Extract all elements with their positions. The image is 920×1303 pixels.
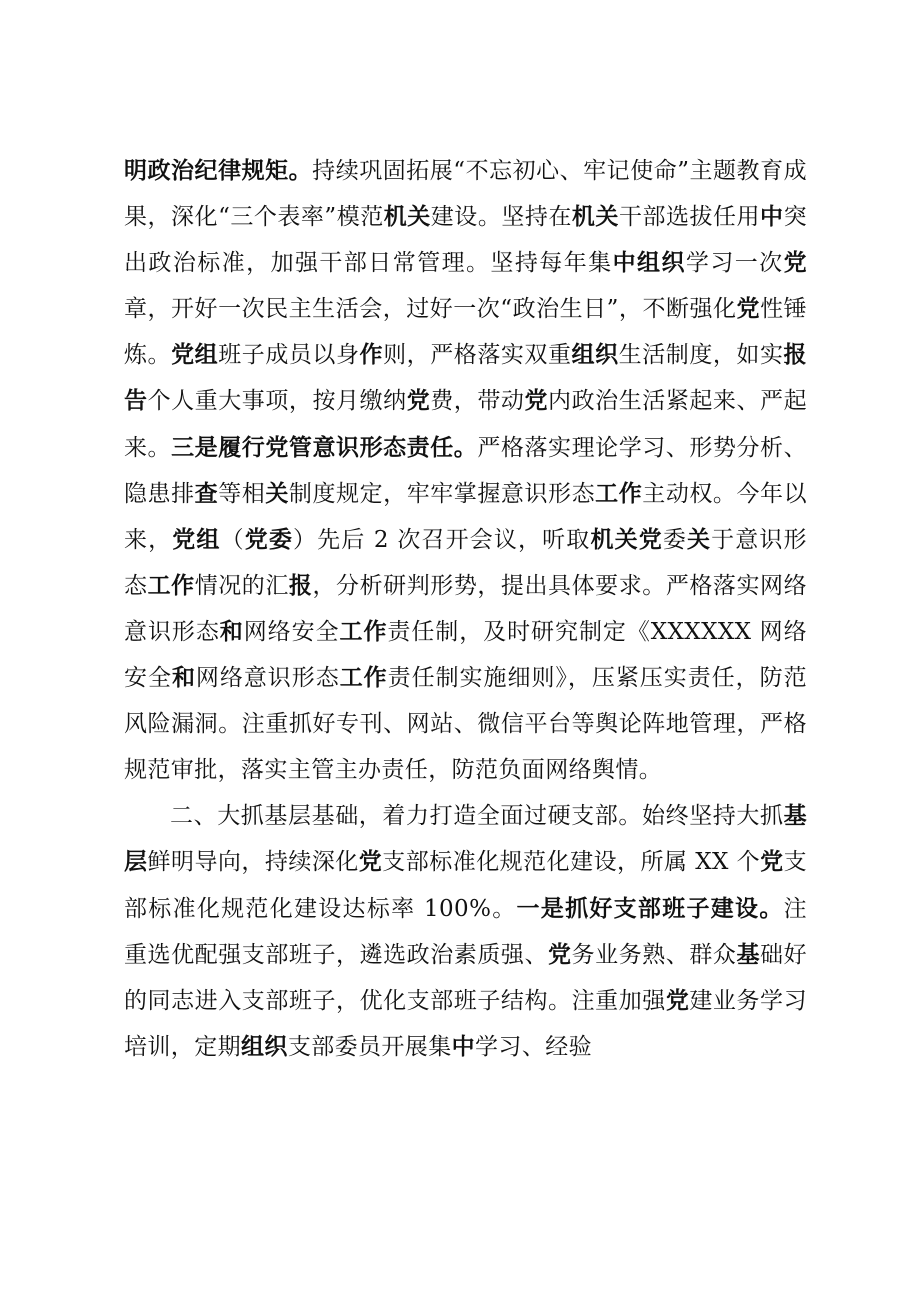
emphasis-text: 党 bbox=[736, 295, 761, 323]
emphasis-text: 工作 bbox=[339, 617, 388, 645]
paragraph-text: 责任制，及时研究制定《XXXXXX 网络安全 bbox=[124, 618, 808, 692]
emphasis-text: 基 bbox=[736, 940, 761, 968]
emphasis-text: 报 bbox=[288, 571, 313, 599]
emphasis-text: 党组 bbox=[172, 525, 221, 553]
paragraph-text: 章，开好一次民主生活会，过好一次“政治生日”，不断强化 bbox=[124, 296, 737, 323]
body-paragraph bbox=[124, 148, 807, 793]
emphasis-text: 查 bbox=[194, 479, 219, 507]
emphasis-text: 中 bbox=[760, 203, 784, 231]
paragraph-text: 支部委员开展集 bbox=[287, 1033, 452, 1060]
emphasis-text: 基层 bbox=[124, 802, 807, 876]
paragraph-text: 性锤炼。 bbox=[124, 296, 807, 369]
emphasis-text: 关 bbox=[687, 525, 712, 553]
paragraph-text: 务业务熟、群众 bbox=[571, 941, 737, 968]
paragraph-text: 则，严格落实双重 bbox=[383, 342, 572, 369]
document-body bbox=[124, 148, 807, 1070]
paragraph-text: 二、大抓基层基础，着力打造全面过硬支部。始终坚持大抓 bbox=[170, 803, 784, 830]
paragraph-text: 费，带动 bbox=[430, 388, 525, 415]
emphasis-text: 组织 bbox=[571, 341, 619, 369]
emphasis-text: 报告 bbox=[124, 341, 807, 415]
paragraph-text: 持续巩固拓展“不忘初心、牢记使命”主题教育成果，深化“三个表率”模范 bbox=[124, 158, 808, 231]
emphasis-text: 党 bbox=[548, 940, 572, 968]
emphasis-text: 组织 bbox=[241, 1032, 288, 1060]
paragraph-text: 支部标准化规范化建设达标率 100%。 bbox=[124, 849, 807, 922]
emphasis-text: 党 bbox=[358, 848, 383, 876]
emphasis-text: 党 bbox=[760, 848, 784, 876]
paragraph-text: 注重选优配强支部班子，遴选政治素质强、 bbox=[124, 895, 808, 968]
paragraph-text: 支部标准化规范化建设，所属 XX 个 bbox=[382, 849, 761, 876]
emphasis-text: 机关 bbox=[383, 203, 431, 231]
emphasis-text: 工作 bbox=[339, 664, 388, 692]
body-paragraph bbox=[124, 793, 807, 1070]
emphasis-text: 一是抓好支部班子建设。 bbox=[516, 894, 784, 922]
paragraph-text: 础好的同志进入支部班子，优化支部班子结构。注重加强 bbox=[124, 941, 807, 1014]
emphasis-text: 工作 bbox=[147, 571, 195, 599]
emphasis-text: 关 bbox=[265, 479, 289, 507]
paragraph-text: 鲜明导向，持续深化 bbox=[147, 849, 359, 876]
paragraph-text: 制度规定，牢牢掌握意识形态 bbox=[288, 480, 596, 507]
emphasis-text: 党组 bbox=[171, 341, 219, 369]
paragraph-text: ，分析研判形势，提出具体要求。严格落实网络意识形态 bbox=[124, 572, 807, 645]
paragraph-text: 于意识形态 bbox=[124, 526, 807, 599]
emphasis-text: 党 bbox=[783, 249, 808, 277]
paragraph-text: 班子成员以身 bbox=[218, 342, 360, 369]
emphasis-text: 党委 bbox=[244, 525, 293, 553]
paragraph-text: 建设。坚持在 bbox=[430, 204, 572, 231]
emphasis-text: 作 bbox=[359, 341, 384, 369]
paragraph-text: 内政治生活紧起来、严起来。 bbox=[124, 388, 808, 461]
emphasis-text: 和 bbox=[219, 617, 244, 645]
emphasis-text: 党 bbox=[406, 387, 431, 415]
emphasis-text: 党 bbox=[665, 986, 690, 1014]
paragraph-text: 网络安全 bbox=[243, 618, 340, 645]
emphasis-text: 中组织 bbox=[612, 249, 686, 277]
paragraph-text: 情况的汇 bbox=[194, 572, 289, 599]
emphasis-text: 三是履行党管意识形态责任。 bbox=[171, 433, 478, 461]
paragraph-text: 生活制度，如实 bbox=[618, 342, 784, 369]
emphasis-text: 中 bbox=[451, 1032, 476, 1060]
paragraph-text: 建业务学习培训，定期 bbox=[124, 987, 808, 1060]
paragraph-text: ）先后 2 次召开会议，听取 bbox=[292, 526, 591, 553]
paragraph-text: 严格落实理论学习、形势分析、隐患排 bbox=[124, 434, 807, 507]
emphasis-text: 机关 bbox=[571, 203, 619, 231]
paragraph-text: （ bbox=[220, 526, 245, 553]
paragraph-text: 主动权。今年以来， bbox=[124, 480, 807, 553]
emphasis-text: 党 bbox=[524, 387, 549, 415]
paragraph-text: 网络意识形态 bbox=[195, 665, 340, 692]
paragraph-text: 学习、经验 bbox=[475, 1033, 593, 1060]
emphasis-text: 和 bbox=[171, 664, 196, 692]
emphasis-text: 明政治纪律规矩。 bbox=[124, 157, 313, 184]
paragraph-text: 责任制实施细则》，压紧压实责任，防范风险漏洞。注重抓好专刊、网站、微信平台等舆论阵地管理，严格规范审批，落实主管主办责任，防范负面网络舆情。 bbox=[124, 665, 807, 784]
paragraph-text: 委 bbox=[662, 526, 687, 553]
paragraph-text: 等相 bbox=[218, 480, 266, 507]
emphasis-text: 机关党 bbox=[590, 525, 663, 553]
emphasis-text: 工作 bbox=[595, 479, 643, 507]
paragraph-text: 干部选拔任用 bbox=[618, 204, 761, 231]
paragraph-text: 学习一次 bbox=[685, 250, 784, 277]
paragraph-text: 突出政治标准，加强干部日常管理。坚持每年集 bbox=[124, 204, 807, 277]
paragraph-text: 个人重大事项，按月缴纳 bbox=[147, 388, 407, 415]
